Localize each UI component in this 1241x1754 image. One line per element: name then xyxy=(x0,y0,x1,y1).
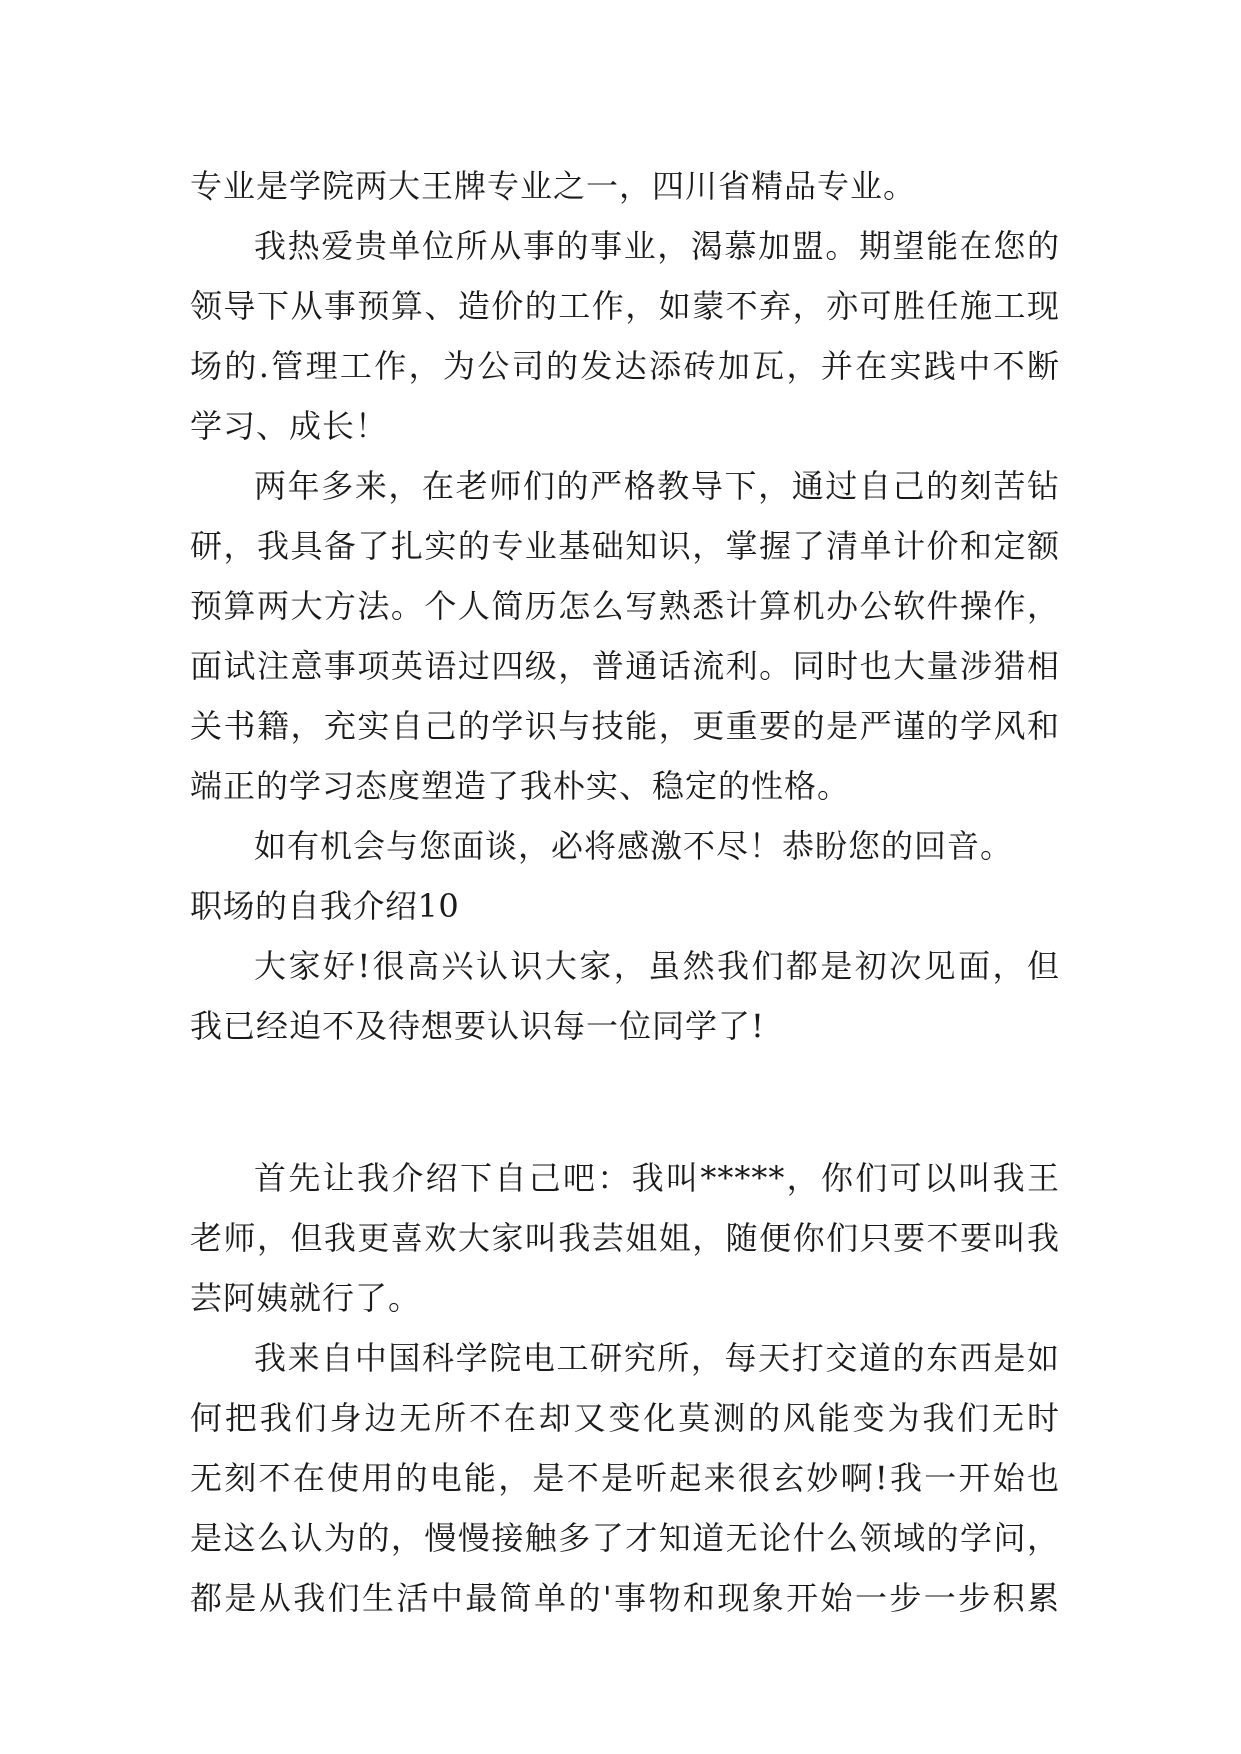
paragraph-start-line: 如有机会与您面谈，必将感激不尽！恭盼您的回音。 xyxy=(254,827,1014,865)
text-line: 研，我具备了扎实的专业基础知识，掌握了清单计价和定额 xyxy=(190,527,1060,565)
text-line: 无刻不在使用的电能，是不是听起来很玄妙啊!我一开始也 xyxy=(190,1459,1060,1497)
text-line: 场的.管理工作，为公司的发达添砖加瓦，并在实践中不断 xyxy=(190,347,1060,385)
text-line: 学习、成长！ xyxy=(190,407,389,445)
text-line: 芸阿姨就行了。 xyxy=(190,1279,422,1317)
blank-space xyxy=(190,1056,1060,1148)
text-line: 我已经迫不及待想要认识每一位同学了! xyxy=(190,1007,765,1045)
paragraph-start-line: 我热爱贵单位所从事的事业，渴慕加盟。期望能在您的 xyxy=(254,227,1060,265)
text-line: 端正的学习态度塑造了我朴实、稳定的性格。 xyxy=(190,767,851,805)
text-line: 何把我们身边无所不在却又变化莫测的风能变为我们无时 xyxy=(190,1399,1060,1437)
text-line: 面试注意事项英语过四级，普通话流利。同时也大量涉猎相 xyxy=(190,647,1060,685)
text-line: 专业是学院两大王牌专业之一，四川省精品专业。 xyxy=(190,167,917,205)
body-text xyxy=(190,156,1060,1628)
text-line: 关书籍，充实自己的学识与技能，更重要的是严谨的学风和 xyxy=(190,707,1060,745)
text-line: 领导下从事预算、造价的工作，如蒙不弃，亦可胜任施工现 xyxy=(190,287,1060,325)
paragraph-start-line: 大家好!很高兴认识大家，虽然我们都是初次见面，但 xyxy=(254,947,1060,985)
text-line: 是这么认为的，慢慢接触多了才知道无论什么领域的学问， xyxy=(190,1519,1060,1557)
paragraph-start-line: 我来自中国科学院电工研究所，每天打交道的东西是如 xyxy=(254,1339,1060,1377)
text-line: 老师，但我更喜欢大家叫我芸姐姐，随便你们只要不要叫我 xyxy=(190,1219,1060,1257)
text-line: 都是从我们生活中最简单的'事物和现象开始一步一步积累 xyxy=(190,1579,1060,1617)
section-heading: 职场的自我介绍10 xyxy=(190,887,460,925)
text-line: 预算两大方法。个人简历怎么写熟悉计算机办公软件操作， xyxy=(190,587,1060,625)
paragraph-start-line: 首先让我介绍下自己吧：我叫*****，你们可以叫我王 xyxy=(254,1159,1060,1197)
paragraph-start-line: 两年多来，在老师们的严格教导下，通过自己的刻苦钻 xyxy=(254,467,1060,505)
